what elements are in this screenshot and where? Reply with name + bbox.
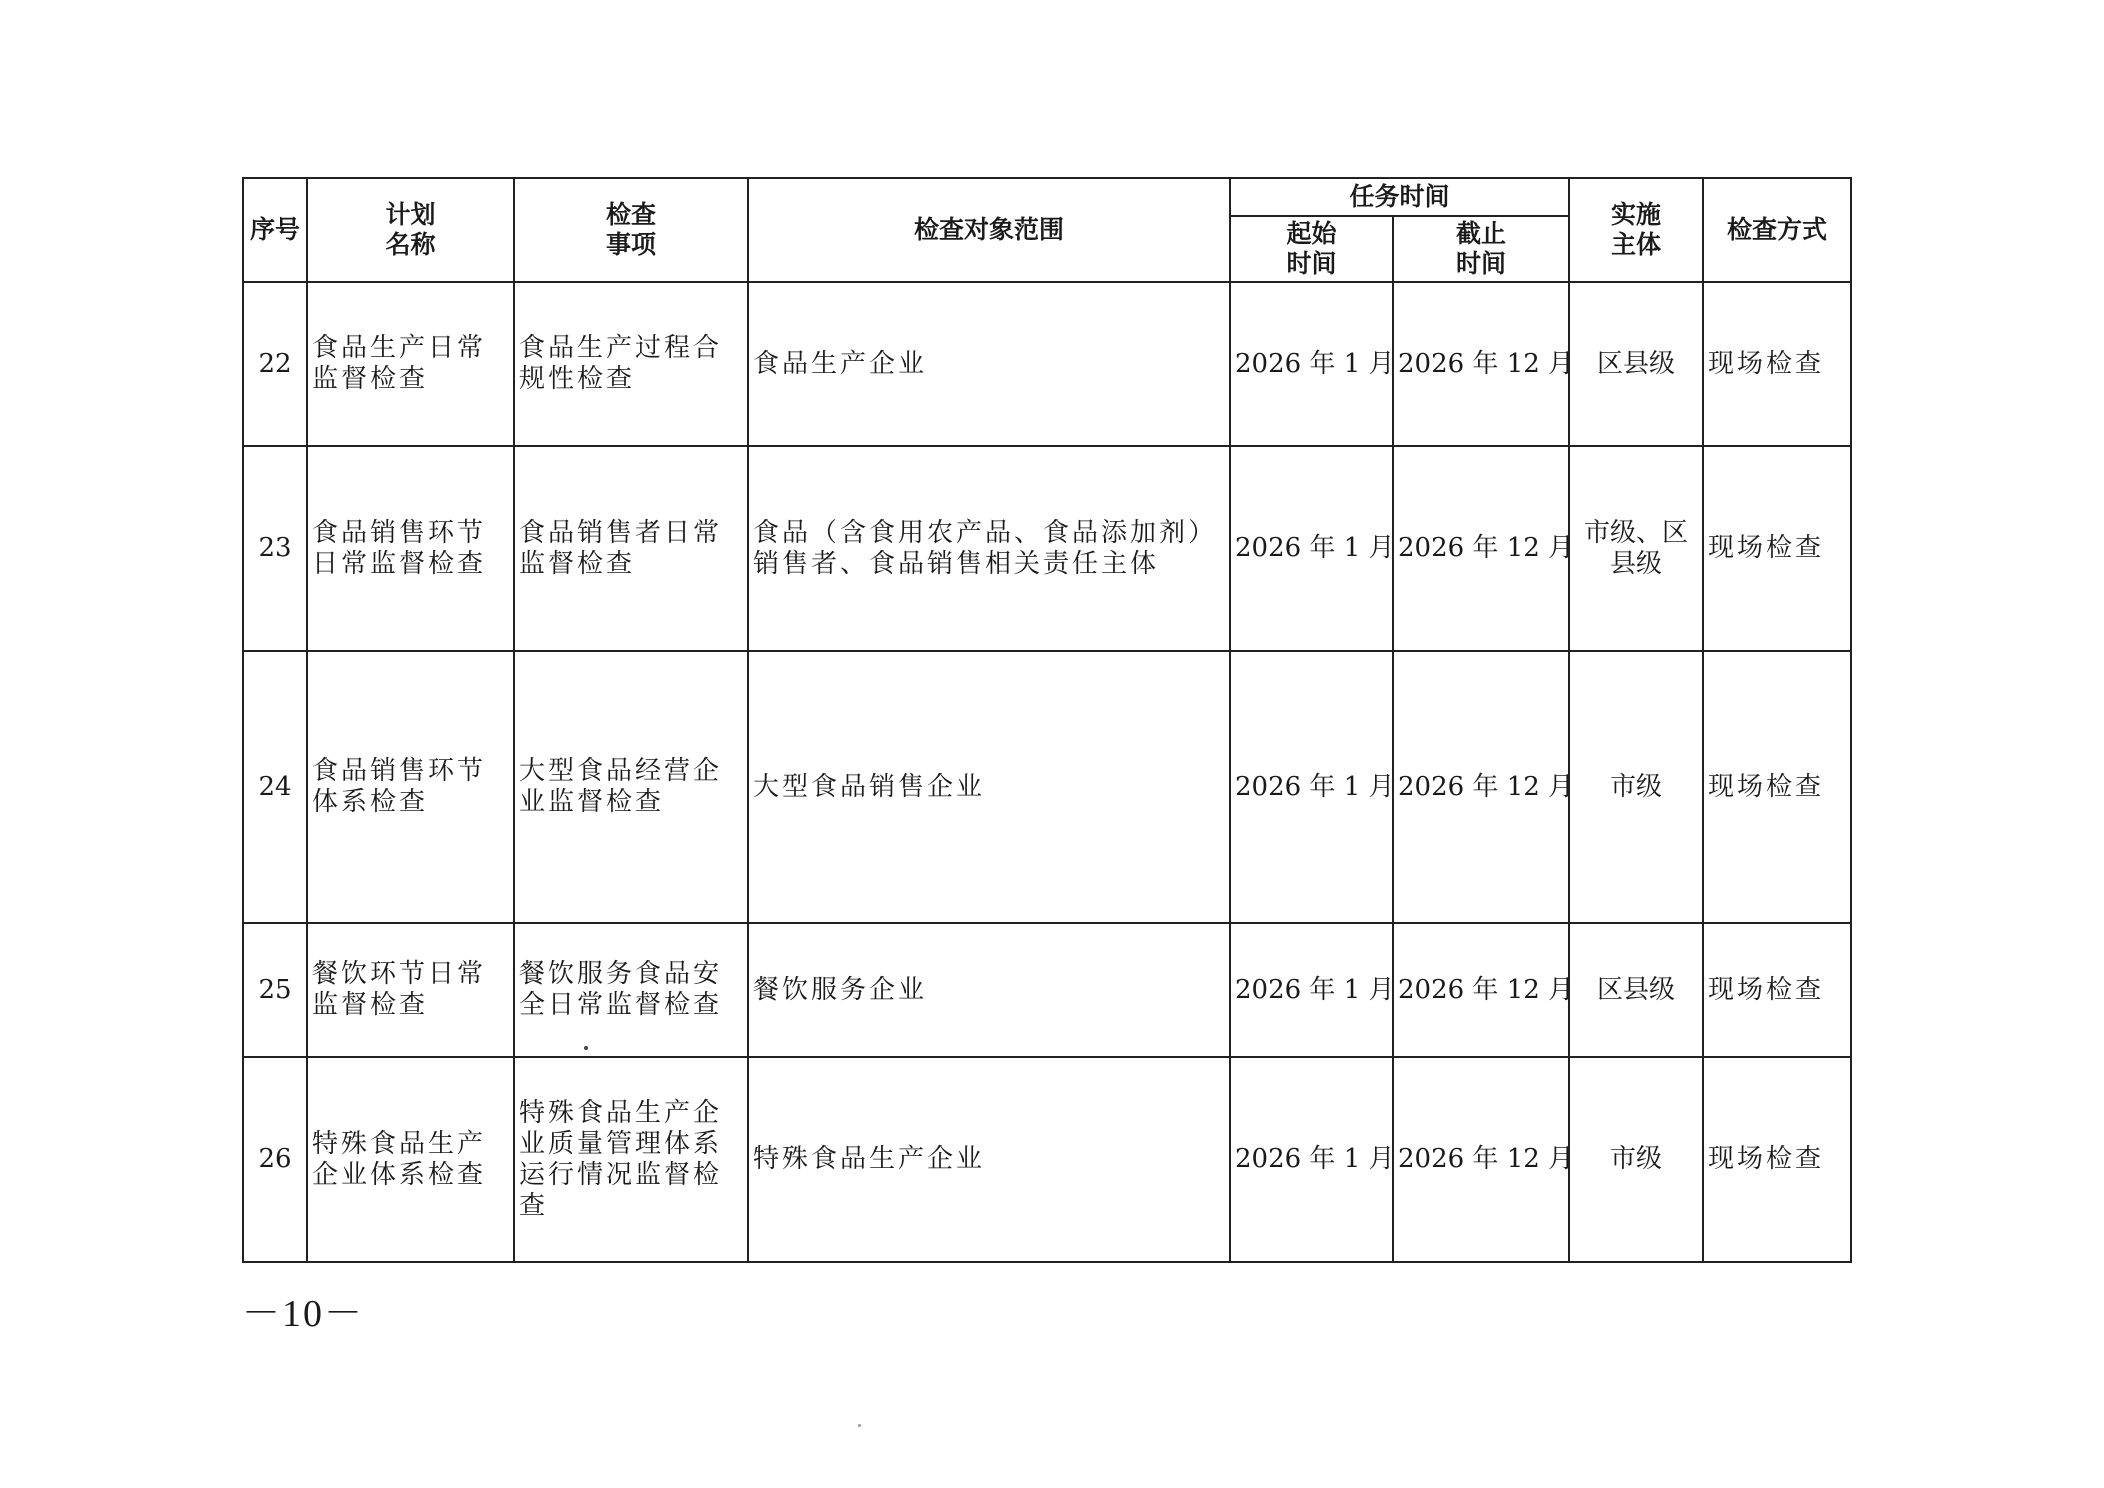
plan-name-cell: 食品销售环节体系检查: [307, 651, 514, 923]
header-entity: 实施 主体: [1569, 178, 1703, 282]
start-time-cell: 2026 年 1 月: [1230, 446, 1393, 651]
table-row: [243, 1057, 1851, 1262]
header-seq: 序号: [243, 178, 307, 282]
scope-cell: 食品（含食用农产品、食品添加剂）销售者、食品销售相关责任主体: [748, 446, 1230, 651]
header-start-time: 起始 时间: [1230, 216, 1393, 282]
method-cell: 现场检查: [1703, 1057, 1851, 1262]
header-item: 检查 事项: [514, 178, 748, 282]
method-cell: 现场检查: [1703, 923, 1851, 1057]
scan-speck: [584, 1046, 588, 1050]
table-row: [243, 923, 1851, 1057]
entity-cell: 市级: [1569, 1057, 1703, 1262]
header-plan-name: 计划 名称: [307, 178, 514, 282]
start-time-cell: 2026 年 1 月: [1230, 651, 1393, 923]
header-method: 检查方式: [1703, 178, 1851, 282]
inspection-plan-table: [242, 177, 1852, 1263]
check-item-cell: 大型食品经营企业监督检查: [514, 651, 748, 923]
scope-cell: 食品生产企业: [748, 282, 1230, 446]
plan-name-cell: 食品生产日常监督检查: [307, 282, 514, 446]
scan-speck: [858, 1424, 861, 1427]
end-time-cell: 2026 年 12 月: [1393, 282, 1569, 446]
plan-name-cell: 餐饮环节日常监督检查: [307, 923, 514, 1057]
header-scope: 检查对象范围: [748, 178, 1230, 282]
method-cell: 现场检查: [1703, 446, 1851, 651]
end-time-cell: 2026 年 12 月: [1393, 1057, 1569, 1262]
end-time-cell: 2026 年 12 月: [1393, 446, 1569, 651]
check-item-cell: 食品生产过程合规性检查: [514, 282, 748, 446]
method-cell: 现场检查: [1703, 651, 1851, 923]
table-header-row: [243, 178, 1851, 216]
header-end-time: 截止 时间: [1393, 216, 1569, 282]
check-item-cell: 特殊食品生产企业质量管理体系运行情况监督检查: [514, 1057, 748, 1262]
table-row: [243, 282, 1851, 446]
entity-cell: 区县级: [1569, 282, 1703, 446]
check-item-cell: 餐饮服务食品安全日常监督检查: [514, 923, 748, 1057]
table-row: [243, 446, 1851, 651]
start-time-cell: 2026 年 1 月: [1230, 923, 1393, 1057]
header-task-time: 任务时间: [1230, 178, 1569, 216]
entity-cell: 市级: [1569, 651, 1703, 923]
row-number: 24: [243, 651, 307, 923]
page-number: －10－: [242, 1293, 365, 1335]
entity-cell: 市级、区县级: [1569, 446, 1703, 651]
scope-cell: 餐饮服务企业: [748, 923, 1230, 1057]
entity-cell: 区县级: [1569, 923, 1703, 1057]
row-number: 23: [243, 446, 307, 651]
row-number: 22: [243, 282, 307, 446]
end-time-cell: 2026 年 12 月: [1393, 651, 1569, 923]
row-number: 26: [243, 1057, 307, 1262]
end-time-cell: 2026 年 12 月: [1393, 923, 1569, 1057]
plan-name-cell: 食品销售环节日常监督检查: [307, 446, 514, 651]
plan-name-cell: 特殊食品生产企业体系检查: [307, 1057, 514, 1262]
table-row: [243, 651, 1851, 923]
row-number: 25: [243, 923, 307, 1057]
start-time-cell: 2026 年 1 月: [1230, 282, 1393, 446]
method-cell: 现场检查: [1703, 282, 1851, 446]
scope-cell: 特殊食品生产企业: [748, 1057, 1230, 1262]
scope-cell: 大型食品销售企业: [748, 651, 1230, 923]
check-item-cell: 食品销售者日常监督检查: [514, 446, 748, 651]
start-time-cell: 2026 年 1 月: [1230, 1057, 1393, 1262]
